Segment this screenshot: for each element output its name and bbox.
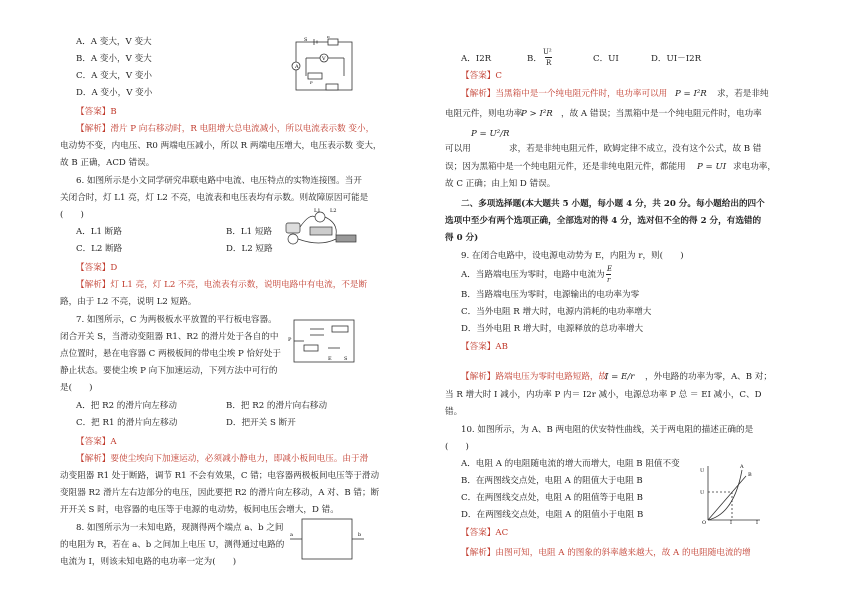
q7-explanation-3: 变阻器 R2 滑片左右边部分的电压，因此要把 R2 的滑片向左移动，A 对、B 错；断 — [60, 488, 380, 498]
q6-stem-3: ( ) — [60, 210, 84, 220]
q6-option-d: D．L2 短路 — [226, 244, 273, 254]
q5-explanation-2: 电动势不变，内电压、R0 两端电压减小，所以 R 两端电压增大，电压表示数 变大， — [60, 141, 382, 151]
svg-text:L2: L2 — [330, 208, 337, 214]
q7-explanation-1: 【解析】要使尘埃向下加速运动，必须减小静电力，即减小板间电压。由于滑 — [76, 454, 369, 464]
q6-stem-1: 6. 如图所示是小文同学研究串联电路中电流、电压特点的实物连接图。当开 — [76, 176, 362, 186]
q9-option-b: B．当路端电压为零时，电源输出的电功率为零 — [461, 290, 640, 300]
q8-black-box-figure — [288, 515, 368, 563]
q9-explanation-3: 错。 — [445, 407, 463, 417]
q7-explanation-4: 开开关 S 时，电容器的电压等于电源的电动势，板间电压会增大，D 错。 — [60, 505, 339, 515]
q8-option-a: A．I2R — [461, 54, 492, 64]
q9-formula: I = E/r — [605, 372, 635, 382]
q7-stem-2: 闭合开关 S，当滑动变阻器 R1、R2 的滑片处于各自的中 — [60, 332, 279, 342]
q9-stem: 9. 在闭合电路中，设电源电动势为 E，内阻为 r，则( ) — [461, 251, 684, 261]
q9-answer: 【答案】AB — [461, 342, 508, 352]
svg-text:E: E — [327, 36, 330, 39]
section-2-heading-3: 得 0 分) — [445, 233, 479, 243]
q8-formula-pgti2r: P > I²R — [521, 109, 553, 119]
svg-text:I: I — [756, 520, 758, 524]
section-2-heading-1: 二、多项选择题(本大题共 5 小题，每小题 4 分，共 20 分。每小题给出的四个 — [461, 199, 765, 209]
q7-explanation-2: 动变阻器 R1 处于断路，调节 R1 不会有效果，C 错；电容器两极板间电压等于滑动 — [60, 471, 380, 481]
q6-explanation-2: 路，由于 L2 不亮，说明 L2 短路。 — [60, 297, 197, 307]
q5-option-b: B．A 变小，V 变大 — [76, 54, 152, 64]
q6-option-c: C．L2 断路 — [76, 244, 123, 254]
q10-stem-1: 10. 如图所示，为 A、B 两电阻的伏安特性曲线，关于两电阻的描述正确的是 — [461, 425, 754, 435]
q7-circuit-figure — [288, 315, 360, 367]
q8-explanation-1b: 求，若是非纯 — [717, 89, 769, 99]
q8-explanation-3a: 可以用 — [445, 144, 471, 154]
q8-stem-1: 8. 如图所示为一未知电路，现测得两个端点 a、b 之间 — [76, 523, 284, 533]
q7-stem-3: 点位置时，悬在电容器 C 两极板间的带电尘埃 P 恰好处于 — [60, 349, 281, 359]
svg-text:P: P — [288, 337, 292, 343]
q10-option-a: A．电阻 A 的电阻随电流的增大而增大，电阻 B 阻值不变 — [461, 459, 680, 469]
q10-option-b: B．在两图线交点处，电阻 A 的阻值大于电阻 B — [461, 476, 643, 486]
q8-explanation-3b: 求，若是非纯电阻元件，欧姆定律不成立，没有这个公式，故 B 错 — [509, 144, 762, 154]
q9-explanation-1a: 【解析】路端电压为零时电路短路，故 — [461, 372, 608, 382]
q6-stem-2: 关闭合时，灯 L1 亮，灯 L2 不亮，电流表和电压表均有示数。则故障原因可能是 — [60, 193, 369, 203]
q7-answer: 【答案】A — [76, 437, 117, 447]
q7-option-c: C．把 R1 的滑片向左移动 — [76, 418, 178, 428]
q8-stem-2: 的电阻为 R，若在 a、b 之间加上电压 U，测得通过电路的 — [60, 540, 285, 550]
q8-explanation-4b: 求电功率， — [733, 162, 776, 172]
svg-text:P: P — [310, 80, 313, 85]
q8-answer: 【答案】C — [461, 71, 502, 81]
section-2-heading-2: 选项中至少有两个选项正确，全部选对的得 4 分，选对但不全的得 2 分，有选错的 — [445, 216, 762, 226]
q6-apparatus-figure — [280, 205, 360, 249]
q8-option-b-denominator: R — [546, 59, 552, 67]
q9-option-a: A．当路端电压为零时，电路中电流为 — [461, 270, 605, 280]
svg-text:S: S — [304, 37, 308, 43]
q7-option-b: B．把 R2 的滑片向右移动 — [226, 401, 328, 411]
q5-explanation-1: 【解析】滑片 P 向右移动时，R 电阻增大总电流减小，所以电流表示数 变小， — [76, 124, 375, 134]
q9-option-d: D．当外电阻 R 增大时，电源释放的总功率增大 — [461, 324, 644, 334]
svg-text:B: B — [748, 472, 752, 478]
svg-text:S: S — [344, 356, 348, 362]
q5-option-a: A．A 变大，V 变大 — [76, 37, 152, 47]
q8-option-d: D．UI－I2R — [651, 54, 702, 64]
q6-answer: 【答案】D — [76, 263, 118, 273]
q5-option-c: C．A 变大，V 变小 — [76, 71, 153, 81]
q7-stem-1: 7. 如图所示，C 为两极板水平放置的平行板电容器。 — [76, 315, 277, 325]
svg-text:L1: L1 — [314, 208, 321, 214]
q7-stem-5: 是( ) — [60, 383, 93, 393]
q10-stem-2: ( ) — [445, 442, 469, 452]
svg-text:A: A — [740, 464, 744, 470]
svg-text:O: O — [702, 520, 707, 524]
q9-option-a-denominator: r — [607, 276, 611, 284]
svg-text:I: I — [730, 520, 732, 524]
svg-text:b: b — [358, 532, 362, 538]
q8-explanation-2b: ，故 A 错误；当黑箱中是一个纯电阻元件时，电功率 — [561, 109, 762, 119]
svg-text:U: U — [700, 490, 705, 496]
q7-option-d: D．把开关 S 断开 — [226, 418, 296, 428]
q9-option-a-numerator: E — [607, 265, 613, 273]
svg-text:a: a — [290, 532, 293, 538]
q8-explanation-5: 故 C 正确；由上知 D 错误。 — [445, 179, 556, 189]
q8-option-b: B． — [527, 54, 542, 64]
q8-formula-pui: P = UI — [697, 162, 727, 172]
q5-option-d: D．A 变小，V 变小 — [76, 88, 153, 98]
svg-text:U: U — [700, 468, 705, 474]
q10-option-d: D．在两图线交点处，电阻 A 的阻值小于电阻 B — [461, 510, 644, 520]
q10-answer: 【答案】AC — [461, 528, 509, 538]
q6-option-a: A．L1 断路 — [76, 227, 122, 237]
q10-iu-graph — [700, 462, 762, 524]
q5-explanation-3: 故 B 正确，ACD 错误。 — [60, 158, 155, 168]
q8-option-c: C．UI — [593, 54, 619, 64]
svg-text:V: V — [322, 56, 326, 62]
q9-explanation-2: 当 R 增大时 I 减小，内功率 P 内＝ I2r 减小，电源总功率 P 总 ＝ EI 减小，C、D — [445, 390, 762, 400]
q9-explanation-1b: ，外电路的功率为零，A、B 对； — [645, 372, 772, 382]
q8-formula-pi2r: P = I²R — [675, 89, 707, 99]
q9-option-c: C．当外电阻 R 增大时，电源内消耗的电功率增大 — [461, 307, 652, 317]
q7-stem-4: 静止状态。要使尘埃 P 向下加速运动，下列方法中可行的 — [60, 366, 278, 376]
svg-text:E: E — [328, 356, 332, 362]
q8-stem-3: 电流为 I，则该未知电路的电功率一定为( ) — [60, 557, 237, 567]
q8-explanation-1a: 【解析】当黑箱中是一个纯电阻元件时，电功率可以用 — [461, 89, 668, 99]
q6-option-b: B．L1 短路 — [226, 227, 273, 237]
q5-answer: 【答案】B — [76, 107, 117, 117]
q8-explanation-2a: 电阻元件，则电功率 — [445, 109, 523, 119]
q10-option-c: C．在两图线交点处，电阻 A 的阻值等于电阻 B — [461, 493, 643, 503]
q10-explanation: 【解析】由图可知，电阻 A 的图象的斜率越来越大，故 A 的电阻随电流的增 — [461, 548, 751, 558]
q6-explanation-1: 【解析】灯 L1 亮，灯 L2 不亮，电流表有示数，说明电路中有电流，不是断 — [76, 280, 368, 290]
q8-option-b-numerator: U² — [543, 48, 552, 56]
svg-text:A: A — [295, 64, 299, 70]
q5-circuit-figure — [288, 36, 358, 94]
q7-option-a: A．把 R2 的滑片向左移动 — [76, 401, 177, 411]
q8-formula-pu2r: P = U²/R — [471, 129, 510, 139]
q8-explanation-4a: 误；因为黑箱中是一个纯电阻元件，还是非纯电阻元件，都能用 — [445, 162, 686, 172]
